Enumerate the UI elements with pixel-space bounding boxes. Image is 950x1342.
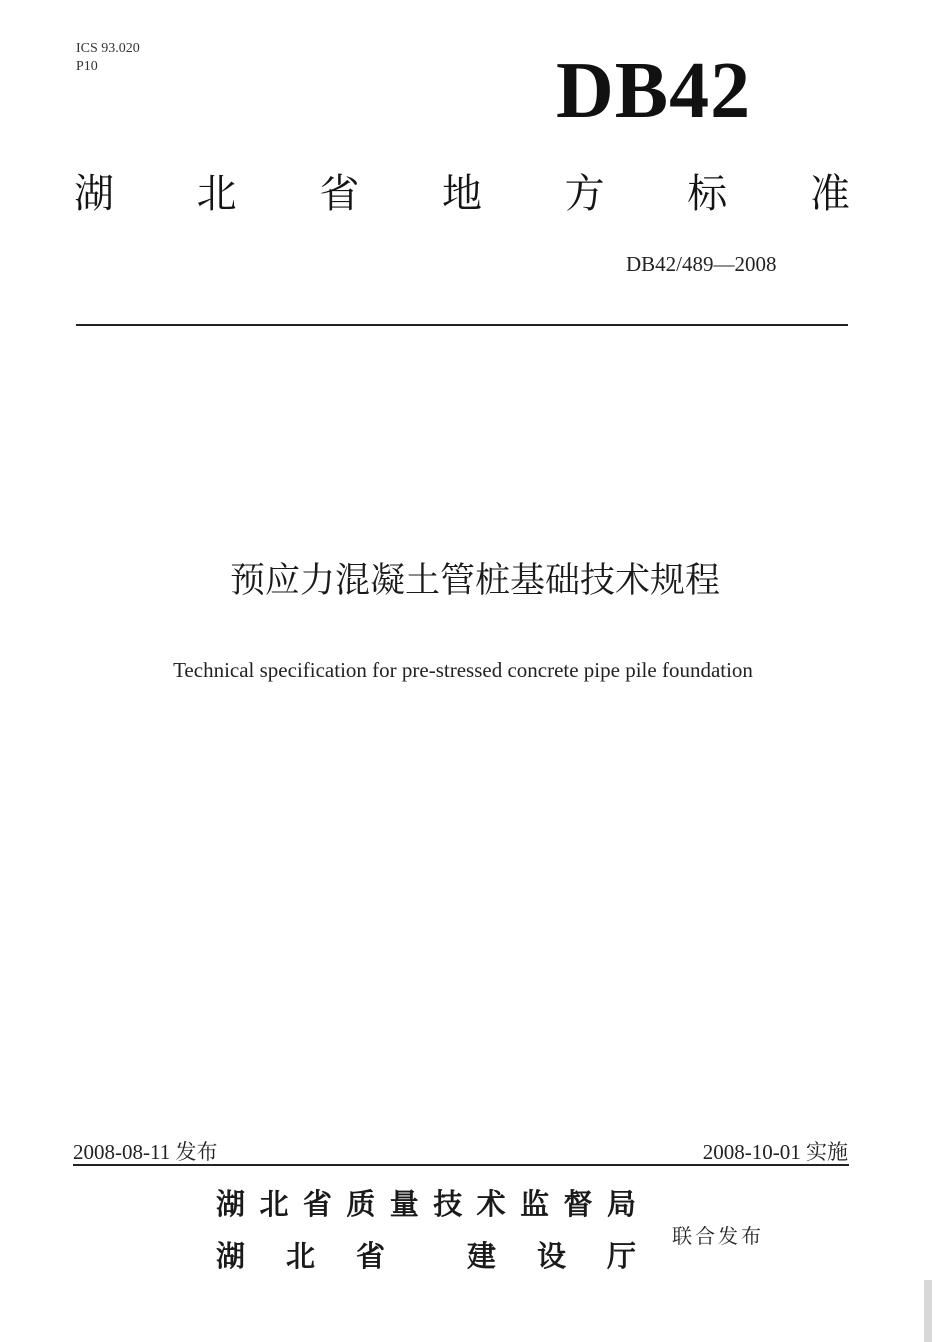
issuer-char: 质 — [346, 1187, 376, 1221]
standard-number: DB42/489—2008 — [626, 252, 777, 276]
db42-logo: DB42 — [556, 47, 752, 135]
issuer-char: 技 — [433, 1187, 463, 1221]
classification-code: P10 — [76, 59, 98, 74]
issuer-char: 督 — [563, 1187, 593, 1221]
issuer-char: 湖 — [216, 1187, 246, 1221]
issuer-char: 厅 — [606, 1239, 636, 1273]
standard-category — [74, 166, 850, 222]
category-char: 地 — [441, 171, 482, 217]
issuer-char: 监 — [520, 1187, 550, 1221]
category-char: 标 — [687, 171, 728, 217]
issuer-char: 北 — [259, 1187, 289, 1221]
category-char: 湖 — [74, 171, 114, 217]
category-char: 方 — [564, 171, 605, 217]
title-english: Technical specification for pre-stressed concrete pipe pile foundation — [173, 658, 753, 682]
category-char: 北 — [196, 171, 237, 217]
top-divider — [76, 324, 848, 326]
issuer-char: 省 — [356, 1239, 386, 1273]
joint-issue-label: 联合发布 — [672, 1224, 764, 1248]
standard-classification-block — [76, 40, 140, 76]
issuer-char: 湖 — [216, 1239, 246, 1273]
issuer-construction-department — [216, 1236, 636, 1276]
issuer-char: 量 — [389, 1187, 419, 1221]
bottom-divider — [73, 1164, 849, 1166]
issuer-char: 术 — [476, 1187, 506, 1221]
issuer-quality-bureau — [216, 1184, 636, 1224]
category-char: 省 — [319, 171, 360, 217]
ics-code: ICS 93.020 — [76, 41, 140, 56]
publish-date: 2008-08-11 发布 — [73, 1140, 218, 1164]
implementation-date: 2008-10-01 实施 — [702, 1140, 848, 1164]
issuer-char: 北 — [286, 1239, 316, 1273]
title-chinese: 预应力混凝土管桩基础技术规程 — [229, 561, 720, 601]
category-char: 准 — [809, 171, 850, 217]
issuer-char: 设 — [536, 1239, 566, 1273]
scan-edge-mark — [924, 1280, 932, 1342]
issuer-char: 省 — [302, 1187, 332, 1221]
issuer-char: 建 — [466, 1239, 496, 1273]
issuer-char: 局 — [606, 1187, 636, 1221]
